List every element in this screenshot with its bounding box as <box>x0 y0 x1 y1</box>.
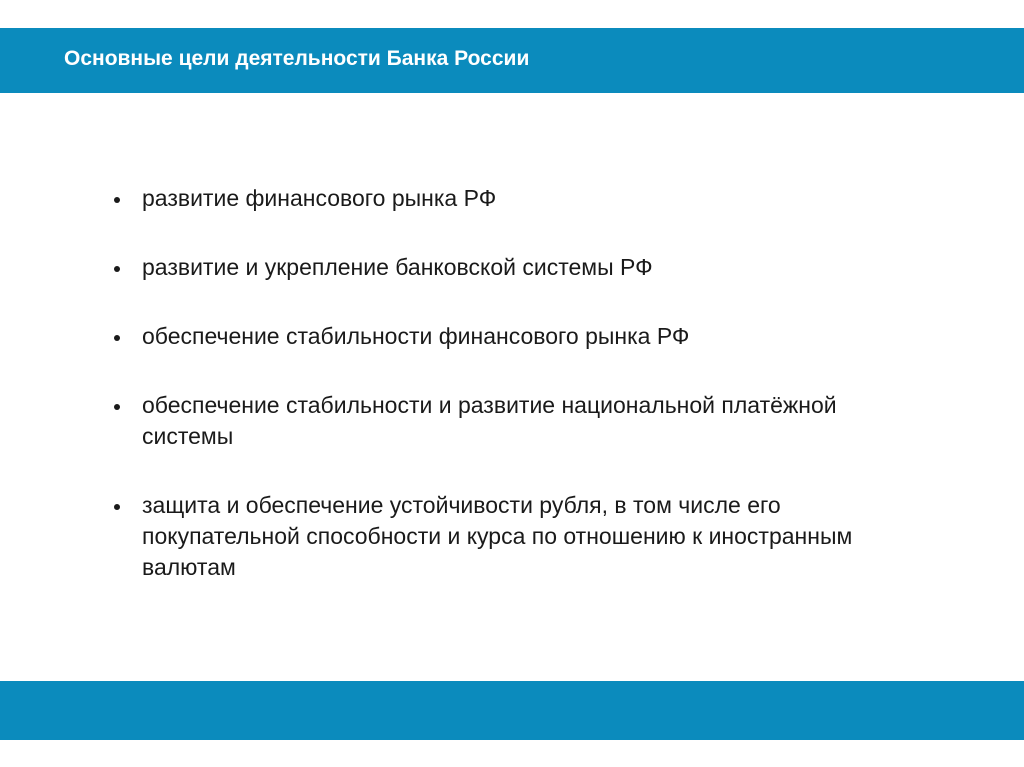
list-item <box>112 321 872 352</box>
list-item-text: развитие и укрепление банковской системы РФ <box>142 254 653 280</box>
list-item <box>112 252 872 283</box>
goals-list <box>112 183 872 583</box>
bullet-icon <box>114 335 120 341</box>
bullet-icon <box>114 197 120 203</box>
bullet-icon <box>114 404 120 410</box>
list-item <box>112 183 872 214</box>
slide-title: Основные цели деятельности Банка России <box>64 47 530 70</box>
list-item <box>112 490 872 583</box>
bullet-icon <box>114 504 120 510</box>
list-item-text: защита и обеспечение устойчивости рубля, в том числе его покупательной способности и курса по отношению к иностранным валютам <box>142 492 853 580</box>
list-item-text: обеспечение стабильности финансового рынка РФ <box>142 323 690 349</box>
list-item-text: обеспечение стабильности и развитие национальной платёжной системы <box>142 392 837 449</box>
footer-band <box>0 681 1024 740</box>
list-item-text: развитие финансового рынка РФ <box>142 185 497 211</box>
bullet-icon <box>114 266 120 272</box>
list-item <box>112 390 872 452</box>
